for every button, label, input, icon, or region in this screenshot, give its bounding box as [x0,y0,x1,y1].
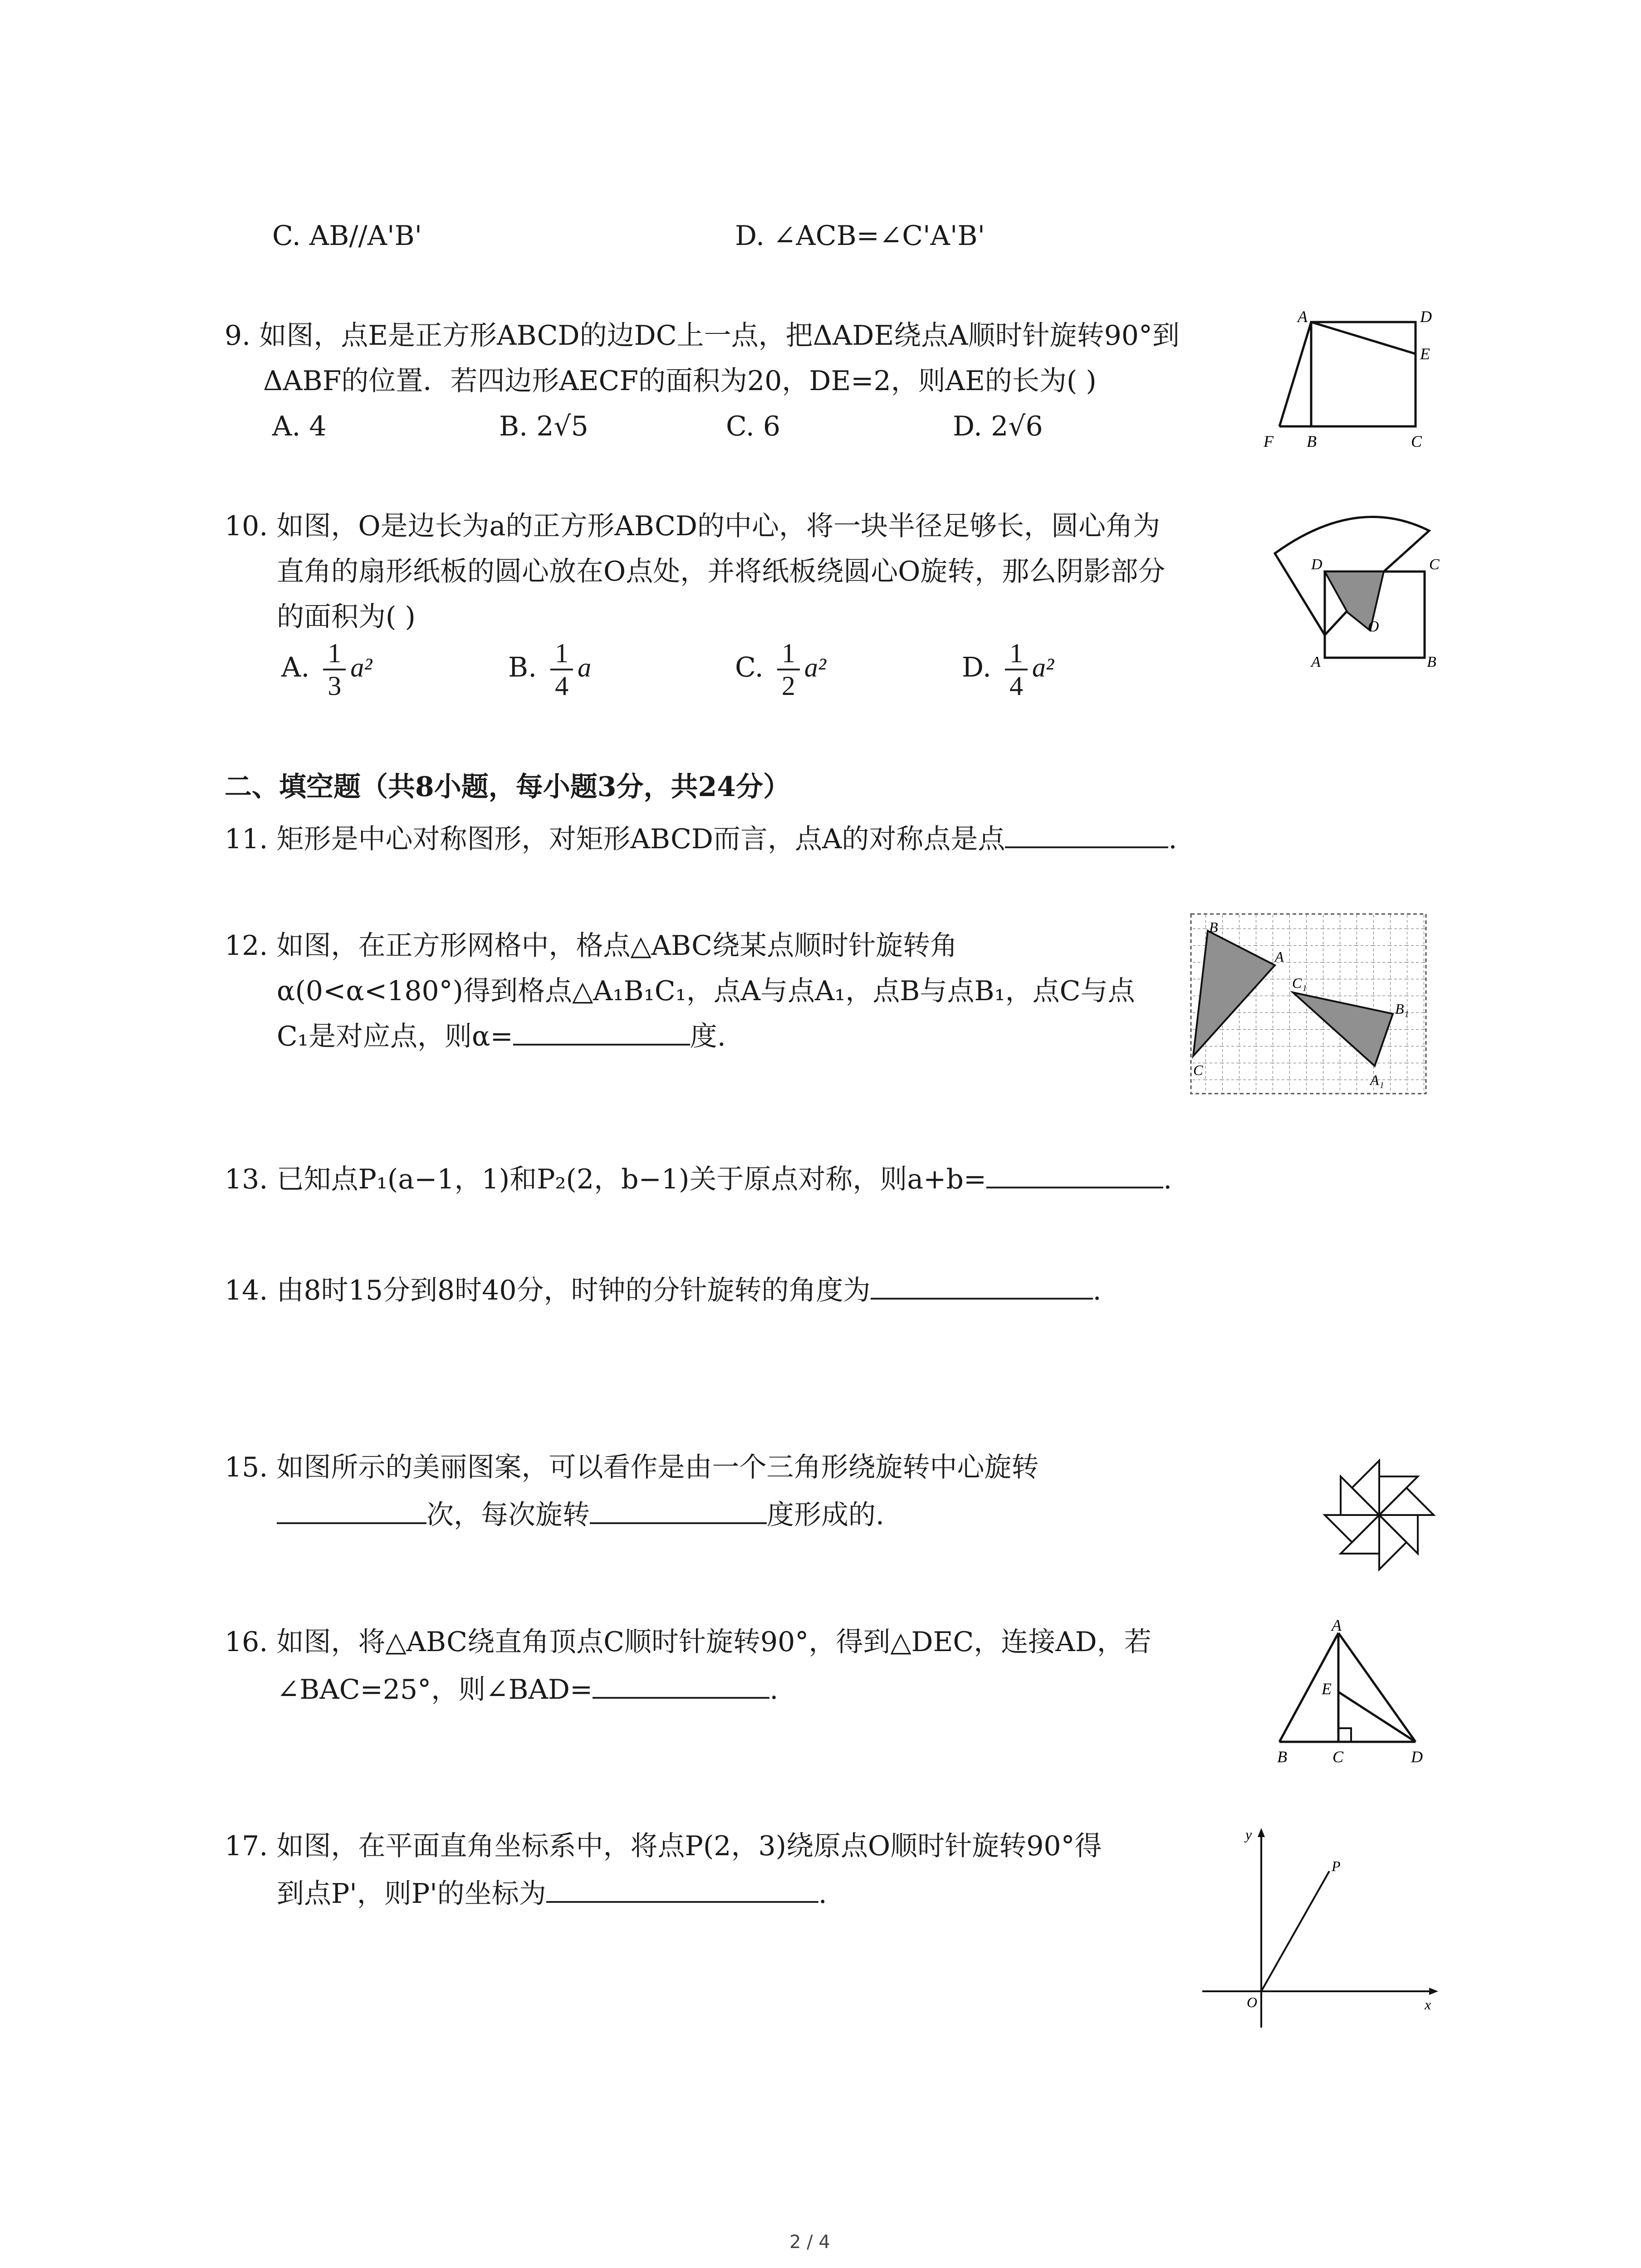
q15-stem-line2 [277,1501,884,1529]
q17-label-x: x [1425,1996,1431,2013]
q16-triangle-figure [1266,1615,1456,1769]
q14-stem [225,1277,1102,1304]
q9-label-e: E [1420,345,1430,363]
q10-stem-line3: 的面积为( ) [277,601,416,633]
q10-option-c-tail: a² [804,652,826,683]
q10-label-c: C [1429,556,1440,573]
q9-label-b: B [1307,432,1317,450]
q10-option-b-label: B. [508,651,537,684]
q9-stem-line1: 9. 如图，点E是正方形ABCD的边DC上一点，把ΔADE绕点A顺时针旋转90°到 [225,320,1180,352]
q16-label-d: D [1411,1748,1423,1766]
q9-label-c: C [1411,432,1422,450]
q9-label-d: D [1420,308,1432,326]
q11-end: . [1168,823,1177,855]
q16-stem-line2 [277,1674,779,1706]
q10-option-c-label: C. [735,651,764,684]
q11-text: 11. 矩形是中心对称图形，对矩形ABCD而言，点A的对称点是点 [225,823,1005,855]
q10-option-a-tail: a² [350,652,372,683]
q13-answer-blank[interactable] [986,1168,1163,1188]
q9-option-d: D. 2√6 [953,411,1043,442]
q10-stem-line2: 直角的扇形纸板的圆心放在O点处，并将纸板绕圆心O旋转，那么阴影部分 [277,556,1166,587]
q10-label-a: A [1311,654,1321,670]
q12-label-c: C [1193,1062,1203,1078]
q16-label-c: C [1332,1748,1344,1766]
q10-sector-square-figure [1266,503,1461,671]
q10-option-d-denominator: 4 [1009,671,1024,701]
q9-square-figure [1261,308,1452,454]
q17-stem-line2 [277,1878,827,1910]
q10-label-b: B [1427,654,1436,670]
q12-label-b: B [1209,919,1218,935]
q12-label-a1: A₁ [1370,1072,1384,1088]
q10-option-b [508,640,591,699]
q14-text: 14. 由8时15分到8时40分，时钟的分针旋转的角度为 [225,1275,871,1306]
q16-label-b: B [1277,1748,1287,1766]
q16-stem-line1: 16. 如图，将△ABC绕直角顶点C顺时针旋转90°，得到△DEC，连接AD，若 [225,1626,1151,1658]
q10-option-b-tail: a [578,652,592,683]
q10-option-a [281,640,372,699]
q10-option-c-numerator: 1 [777,640,800,670]
q8-option-d: D. ∠ACB=∠C'A'B' [735,220,985,252]
q9-option-a: A. 4 [272,411,327,442]
q15-end: 度形成的. [767,1499,885,1531]
q12-text-line3: C₁是对应点，则α= [277,1021,513,1052]
q10-option-d-fraction [1005,640,1028,699]
q17-label-p: P [1332,1858,1341,1874]
q12-label-b1: B₁ [1395,1001,1409,1017]
q10-option-d [962,640,1054,699]
q17-answer-blank[interactable] [546,1883,818,1903]
q15-stem-line1: 15. 如图所示的美丽图案，可以看作是由一个三角形绕旋转中心旋转 [225,1452,1039,1483]
page-number: 2 / 4 [789,2232,830,2253]
q15-pinwheel-figure [1316,1452,1443,1579]
q9-label-a: A [1298,308,1308,326]
q12-answer-blank[interactable] [513,1026,690,1046]
q10-option-b-numerator: 1 [550,640,573,670]
q11-stem [225,823,1177,855]
q12-end: 度. [690,1021,726,1052]
q16-text-line2: ∠BAC=25°，则∠BAD= [277,1674,593,1706]
q9-option-c: C. 6 [726,411,781,442]
q17-stem-line1: 17. 如图，在平面直角坐标系中，将点P(2，3)绕原点O顺时针旋转90°得 [225,1830,1102,1862]
q10-option-c [735,640,826,699]
q12-stem-line2: α(0<α<180°)得到格点△A₁B₁C₁，点A与点A₁，点B与点B₁，点C与点 [277,975,1135,1007]
q12-stem-line1: 12. 如图，在正方形网格中，格点△ABC绕某点顺时针旋转角 [225,930,958,962]
q10-label-o: O [1368,618,1379,635]
q12-label-c1: C₁ [1292,975,1307,991]
q10-stem-line1: 10. 如图，O是边长为a的正方形ABCD的中心，将一块半径足够长，圆心角为 [225,510,1161,542]
q10-option-a-fraction [323,640,346,699]
q10-option-d-numerator: 1 [1005,640,1028,670]
q11-answer-blank[interactable] [1005,828,1168,848]
q10-option-b-fraction [550,640,573,699]
q10-option-b-denominator: 4 [555,671,569,701]
q15-answer-blank-degree[interactable] [590,1504,767,1524]
q13-text: 13. 已知点P₁(a−1，1)和P₂(2，b−1)关于原点对称，则a+b= [225,1163,987,1195]
q17-label-y: y [1245,1826,1252,1843]
q17-label-o: O [1247,1994,1258,2010]
q12-stem-line3 [277,1023,726,1050]
q16-answer-blank[interactable] [593,1679,769,1699]
q10-option-d-label: D. [962,651,992,684]
q17-coordinate-figure [1198,1819,1443,2041]
q10-option-c-denominator: 2 [781,671,795,701]
q16-label-a: A [1332,1616,1342,1634]
q16-end: . [769,1674,779,1706]
q17-text-line2: 到点P'，则P'的坐标为 [277,1878,546,1910]
section-2-heading: 二、填空题（共8小题，每小题3分，共24分） [225,771,790,803]
q10-option-a-numerator: 1 [323,640,346,670]
q15-answer-blank-count[interactable] [277,1504,426,1524]
q10-option-a-label: A. [281,651,310,684]
q9-label-f: F [1264,432,1274,450]
q10-label-d: D [1311,556,1323,573]
q9-stem-line2: ΔABF的位置．若四边形AECF的面积为20，DE=2，则AE的长为( ) [263,365,1097,397]
q13-end: . [1163,1163,1172,1195]
q10-option-c-fraction [777,640,800,699]
q14-answer-blank[interactable] [871,1280,1093,1300]
q12-label-a: A [1275,948,1284,965]
q12-grid-figure [1189,912,1429,1098]
q10-option-a-denominator: 3 [328,671,342,701]
q9-option-b: B. 2√5 [499,411,588,442]
q15-mid: 次，每次旋转 [426,1499,590,1531]
q13-stem [225,1163,1172,1195]
q14-end: . [1092,1275,1102,1306]
q10-option-d-tail: a² [1032,652,1054,683]
q8-option-c: C. AB//A'B' [272,220,422,252]
q17-end: . [818,1878,827,1910]
q16-label-e: E [1322,1680,1332,1698]
